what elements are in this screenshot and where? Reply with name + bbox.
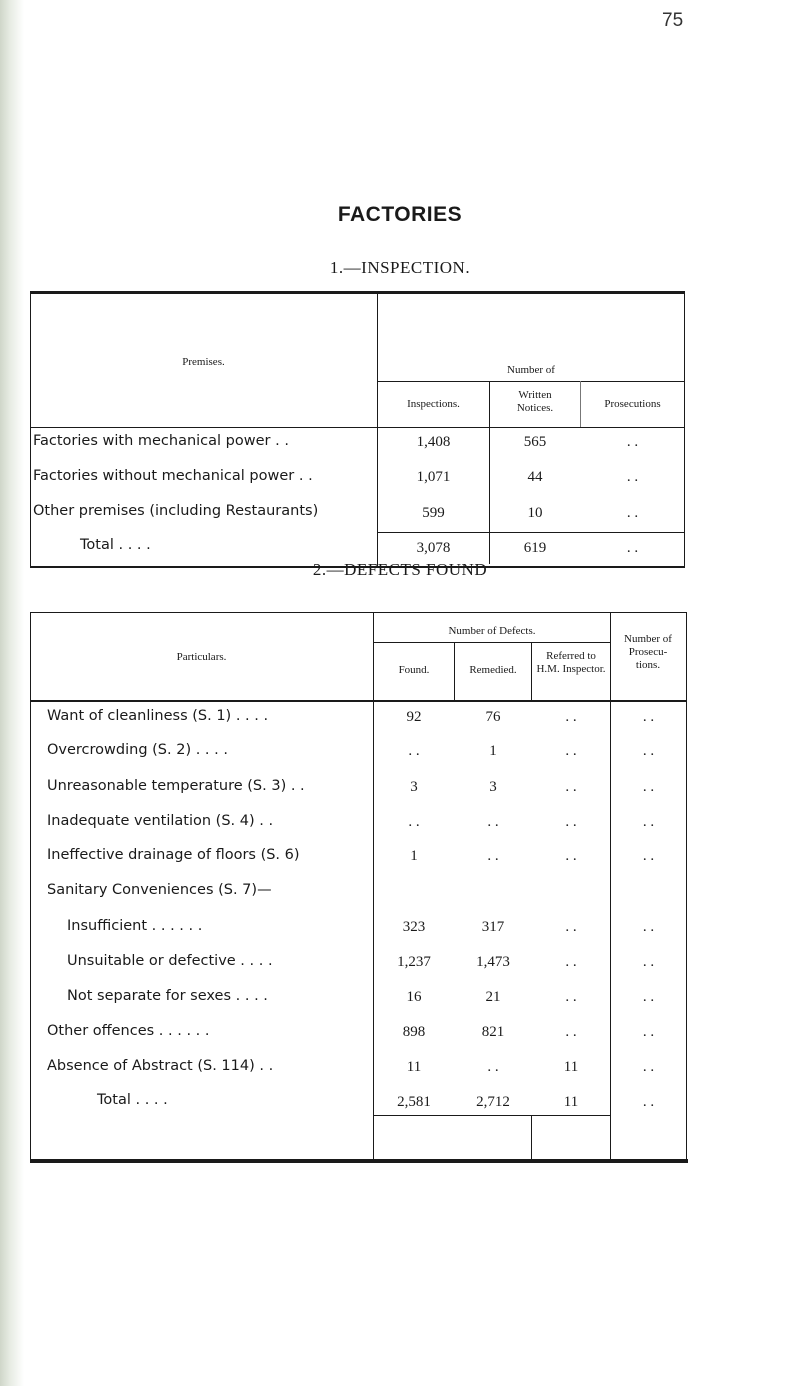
cell-referred: . .: [565, 814, 577, 830]
cell-prosecutions: . .: [626, 469, 639, 485]
page-title: FACTORIES: [337, 203, 463, 226]
table-top-rule: [30, 291, 684, 294]
row-label: Inadequate ventilation (S. 4) . .: [47, 813, 274, 829]
cell-prosecutions: . .: [642, 709, 655, 725]
cell-inspections: 599: [422, 505, 445, 521]
cell-remedied: 1: [489, 743, 497, 759]
row-label: Want of cleanliness (S. 1) . . . .: [47, 708, 269, 724]
column-header-number-of-defects: Number of Defects.: [448, 625, 536, 637]
cell-prosecutions: . .: [642, 814, 655, 830]
total-prosecutions: . .: [642, 1094, 655, 1110]
total-label: Total . . . .: [80, 537, 151, 553]
cell-remedied: 317: [481, 919, 505, 935]
page-number: 75: [662, 10, 684, 31]
cell-remedied: 76: [485, 709, 501, 725]
row-label: Sanitary Conveniences (S. 7)—: [47, 882, 272, 898]
row-label: Absence of Abstract (S. 114) . .: [47, 1058, 274, 1074]
cell-remedied: 1,473: [476, 954, 510, 970]
column-divider: [373, 612, 374, 1162]
column-divider: [377, 291, 378, 568]
column-header-premises: Premises.: [182, 356, 225, 368]
row-label: Unsuitable or defective . . . .: [67, 953, 273, 969]
cell-inspections: 1,408: [416, 434, 451, 450]
column-divider: [531, 642, 532, 701]
cell-referred: . .: [565, 779, 577, 795]
cell-referred: . .: [565, 989, 577, 1005]
section-defects-heading: 2.—DEFECTS FOUND: [312, 560, 488, 579]
table-bottom-rule: [30, 1159, 688, 1163]
row-label: Factories with mechanical power . .: [33, 433, 289, 449]
cell-prosecutions: . .: [642, 1059, 655, 1075]
column-header-prosecutions: Number of Prosecu- tions.: [624, 633, 672, 671]
total-referred: 11: [563, 1094, 579, 1110]
total-label: Total . . . .: [97, 1092, 168, 1108]
cell-prosecutions: . .: [642, 919, 655, 935]
cell-found: 1,237: [397, 954, 431, 970]
total-remedied: 2,712: [476, 1094, 510, 1110]
cell-inspections: 1,071: [416, 469, 451, 485]
column-header-particulars: Particulars.: [176, 651, 227, 663]
cell-found: 323: [402, 919, 426, 935]
cell-referred: . .: [565, 848, 577, 864]
cell-found: 898: [402, 1024, 426, 1040]
header-bottom-rule: [30, 700, 686, 702]
total-rule: [378, 532, 684, 533]
cell-referred: . .: [565, 743, 577, 759]
cell-prosecutions: . .: [642, 848, 655, 864]
row-label: Factories without mechanical power . .: [33, 468, 313, 484]
total-notices: 619: [523, 540, 547, 556]
cell-remedied: 21: [485, 989, 501, 1005]
cell-referred: . .: [565, 1024, 577, 1040]
cell-prosecutions: . .: [642, 743, 655, 759]
right-border: [686, 612, 687, 1162]
cell-remedied: . .: [487, 848, 499, 864]
cell-found: 1: [410, 848, 418, 864]
row-label: Ineffective drainage of floors (S. 6): [47, 847, 300, 863]
row-label: Not separate for sexes . . . .: [67, 988, 268, 1004]
column-header-remedied: Remedied.: [469, 664, 517, 676]
subheader-rule: [374, 642, 610, 643]
column-header-referred: Referred to H.M. Inspector.: [536, 650, 606, 675]
cell-notices: 44: [527, 469, 543, 485]
column-header-prosecutions: Prosecutions: [604, 398, 661, 410]
cell-prosecutions: . .: [642, 779, 655, 795]
cell-remedied: 3: [489, 779, 497, 795]
cell-prosecutions: . .: [642, 989, 655, 1005]
section-inspection-heading: 1.—INSPECTION.: [329, 258, 471, 277]
cell-found: . .: [408, 814, 420, 830]
row-label: Insufficient . . . . . .: [67, 918, 203, 934]
cell-found: 16: [406, 989, 422, 1005]
column-divider: [610, 612, 611, 1162]
cell-found: 3: [410, 779, 418, 795]
cell-referred: 11: [563, 1059, 579, 1075]
row-label: Overcrowding (S. 2) . . . .: [47, 742, 228, 758]
row-label: Unreasonable temperature (S. 3) . .: [47, 778, 305, 794]
subheader-rule: [378, 381, 684, 382]
column-header-found: Found.: [398, 664, 430, 676]
column-header-written-notices: Written Notices.: [516, 389, 554, 414]
cell-found: . .: [408, 743, 420, 759]
cell-prosecutions: . .: [626, 434, 639, 450]
cell-found: 11: [406, 1059, 422, 1075]
right-border: [684, 291, 685, 568]
cell-remedied: . .: [487, 814, 499, 830]
column-header-number-of: Number of: [507, 364, 555, 376]
left-border: [30, 612, 31, 1162]
cell-prosecutions: . .: [642, 1024, 655, 1040]
cell-referred: . .: [565, 919, 577, 935]
row-label: Other premises (including Restaurants): [33, 503, 319, 519]
row-label: Other offences . . . . . .: [47, 1023, 210, 1039]
cell-notices: 10: [527, 505, 543, 521]
total-found: 2,581: [397, 1094, 431, 1110]
cell-found: 92: [406, 709, 422, 725]
total-rule: [374, 1115, 610, 1116]
table-top-rule: [30, 612, 686, 613]
cell-notices: 565: [523, 434, 547, 450]
cell-referred: . .: [565, 709, 577, 725]
cell-referred: . .: [565, 954, 577, 970]
cell-prosecutions: . .: [626, 505, 639, 521]
column-divider: [531, 1115, 532, 1161]
cell-remedied: 821: [481, 1024, 505, 1040]
total-inspections: 3,078: [416, 540, 451, 556]
total-prosecutions: . .: [626, 540, 639, 556]
column-header-inspections: Inspections.: [407, 398, 460, 410]
left-border: [30, 291, 31, 568]
cell-prosecutions: . .: [642, 954, 655, 970]
cell-remedied: . .: [487, 1059, 499, 1075]
header-bottom-rule: [30, 427, 684, 428]
